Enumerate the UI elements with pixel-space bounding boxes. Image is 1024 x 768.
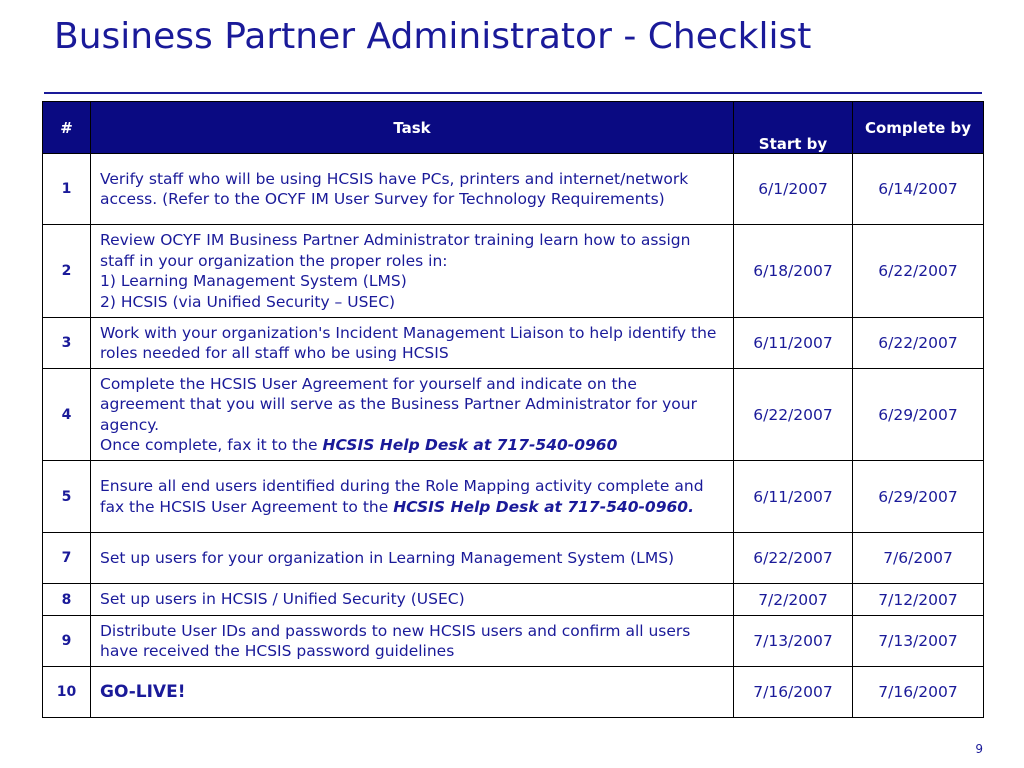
task-text: Complete the HCSIS User Agreement for yourself and indicate on the agreement that you will serve as the Business Partner Administrator for your agency. [100,374,697,434]
table-row [43,533,984,584]
row-number: 9 [43,616,91,667]
complete-by-date: 7/12/2007 [853,584,984,616]
page-title: Business Partner Administrator - Checklist [54,16,812,57]
row-number: 1 [43,154,91,225]
table-row [43,461,984,533]
header-task: Task [91,102,734,154]
task-cell [91,584,734,616]
start-by-date: 7/2/2007 [734,584,853,616]
help-desk-emphasis: HCSIS Help Desk at 717-540-0960. [393,497,694,516]
row-number: 2 [43,225,91,318]
task-text: Set up users in HCSIS / Unified Security (USEC) [100,590,465,609]
row-number: 10 [43,667,91,718]
table-row [43,369,984,461]
complete-by-date: 7/16/2007 [853,667,984,718]
task-cell [91,461,734,533]
start-by-date: 6/11/2007 [734,318,853,369]
task-line [100,230,723,271]
header-num: # [43,102,91,154]
table-row [43,667,984,718]
checklist-table [42,101,984,718]
table-row [43,154,984,225]
task-cell [91,616,734,667]
start-by-date: 6/18/2007 [734,225,853,318]
task-text: GO-LIVE! [100,681,186,702]
task-line [100,271,723,292]
task-text: Review OCYF IM Business Partner Administrator training learn how to assign staff in your organization the proper roles in: [100,231,691,270]
complete-by-date: 6/14/2007 [853,154,984,225]
complete-by-date: 6/29/2007 [853,461,984,533]
start-by-date: 6/22/2007 [734,369,853,461]
task-cell [91,369,734,461]
task-text: Distribute User IDs and passwords to new HCSIS users and confirm all users have received the HCSIS password guidelines [100,621,691,660]
task-text: Set up users for your organization in Learning Management System (LMS) [100,548,675,567]
task-cell [91,154,734,225]
page-number: 9 [975,742,983,756]
task-line [100,589,723,610]
start-by-date: 6/11/2007 [734,461,853,533]
table-row [43,584,984,616]
task-cell [91,318,734,369]
start-by-date: 7/16/2007 [734,667,853,718]
complete-by-date: 6/29/2007 [853,369,984,461]
task-text: Verify staff who will be using HCSIS have PCs, printers and internet/network access. (Refer to the OCYF IM User Survey for Technology Requirements) [100,169,689,208]
start-by-date: 6/1/2007 [734,154,853,225]
start-by-date: 6/22/2007 [734,533,853,584]
task-text: Ensure all end users identified during the Role Mapping activity complete and fax the HCSIS User Agreement to the [100,477,704,516]
header-start-by: Start by [734,102,853,154]
row-number: 8 [43,584,91,616]
task-cell [91,225,734,318]
help-desk-emphasis: HCSIS Help Desk at 717-540-0960 [322,436,618,454]
table-header-row [43,102,984,154]
task-cell [91,667,734,718]
task-line [100,435,723,456]
complete-by-date: 6/22/2007 [853,318,984,369]
task-line [100,548,723,569]
task-line [100,621,723,662]
task-cell [91,533,734,584]
title-divider [44,92,982,94]
start-by-date: 7/13/2007 [734,616,853,667]
row-number: 5 [43,461,91,533]
task-line [100,323,723,364]
task-line [100,292,723,313]
task-line [100,374,723,436]
task-line [100,169,723,210]
row-number: 7 [43,533,91,584]
task-text: Work with your organization's Incident Management Liaison to help identify the roles needed for all staff who be using HCSIS [100,323,717,362]
table-row [43,616,984,667]
task-line [100,476,723,517]
table-row [43,225,984,318]
table-row [43,318,984,369]
task-text: Once complete, fax it to the [100,436,323,454]
complete-by-date: 7/13/2007 [853,616,984,667]
header-complete-by: Complete by [853,102,984,154]
table-body [43,154,984,718]
row-number: 3 [43,318,91,369]
task-text: 2) HCSIS (via Unified Security – USEC) [100,292,396,311]
row-number: 4 [43,369,91,461]
task-line [100,682,723,703]
complete-by-date: 7/6/2007 [853,533,984,584]
complete-by-date: 6/22/2007 [853,225,984,318]
task-text: 1) Learning Management System (LMS) [100,272,407,290]
